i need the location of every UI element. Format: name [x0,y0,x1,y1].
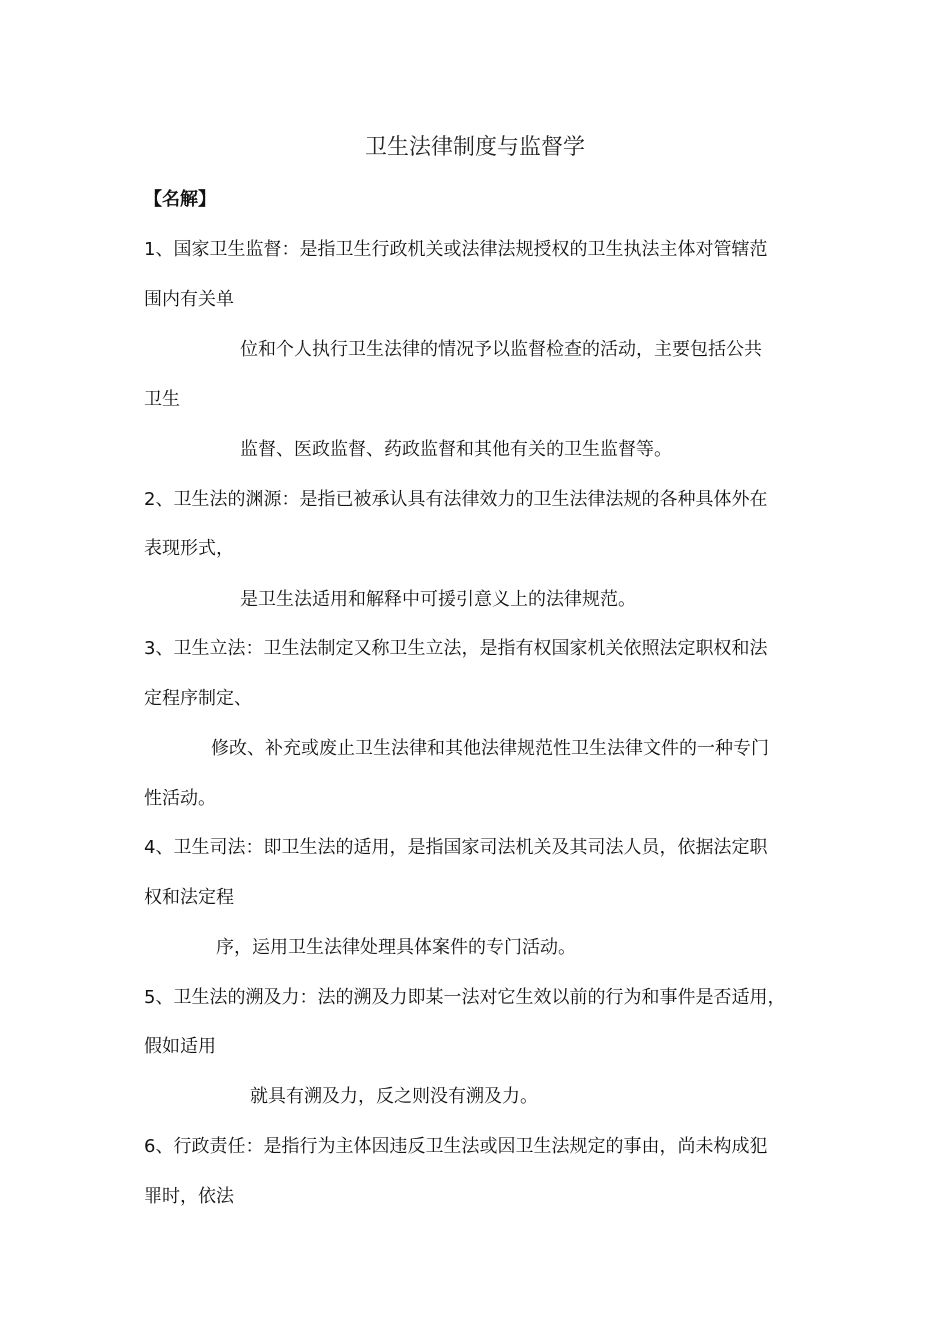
text-line: 1、国家卫生监督：是指卫生行政机关或法律法规授权的卫生执法主体对管辖范 [144,239,768,260]
text-line: 6、行政责任：是指行为主体因违反卫生法或因卫生法规定的事由，尚未构成犯 [144,1136,768,1157]
text-line: 权和法定程 [144,887,234,908]
text-line: 2、卫生法的渊源：是指已被承认具有法律效力的卫生法律法规的各种具体外在 [144,489,768,510]
text-line: 位和个人执行卫生法律的情况予以监督检查的活动，主要包括公共 [240,339,762,360]
text-line: 性活动。 [144,788,216,809]
text-line: 是卫生法适用和解释中可援引意义上的法律规范。 [240,589,636,610]
text-line: 表现形式， [144,538,234,559]
text-line: 围内有关单 [144,289,234,310]
section-heading: 【名解】 [144,189,216,210]
text-line: 监督、医政监督、药政监督和其他有关的卫生监督等。 [240,439,672,460]
text-line: 假如适用 [144,1036,216,1057]
text-line: 3、卫生立法：卫生法制定又称卫生立法，是指有权国家机关依照法定职权和法 [144,638,768,659]
text-line: 5、卫生法的溯及力：法的溯及力即某一法对它生效以前的行为和事件是否适用， [144,987,786,1008]
text-line: 就具有溯及力，反之则没有溯及力。 [250,1086,538,1107]
text-line: 卫生 [144,389,180,410]
text-line: 罪时，依法 [144,1186,234,1207]
text-line: 修改、补充或废止卫生法律和其他法律规范性卫生法律文件的一种专门 [211,738,769,759]
text-line: 4、卫生司法：即卫生法的适用，是指国家司法机关及其司法人员，依据法定职 [144,837,768,858]
page-title: 卫生法律制度与监督学 [364,135,585,160]
text-line: 序，运用卫生法律处理具体案件的专门活动。 [216,937,576,958]
text-line: 定程序制定、 [144,688,252,709]
